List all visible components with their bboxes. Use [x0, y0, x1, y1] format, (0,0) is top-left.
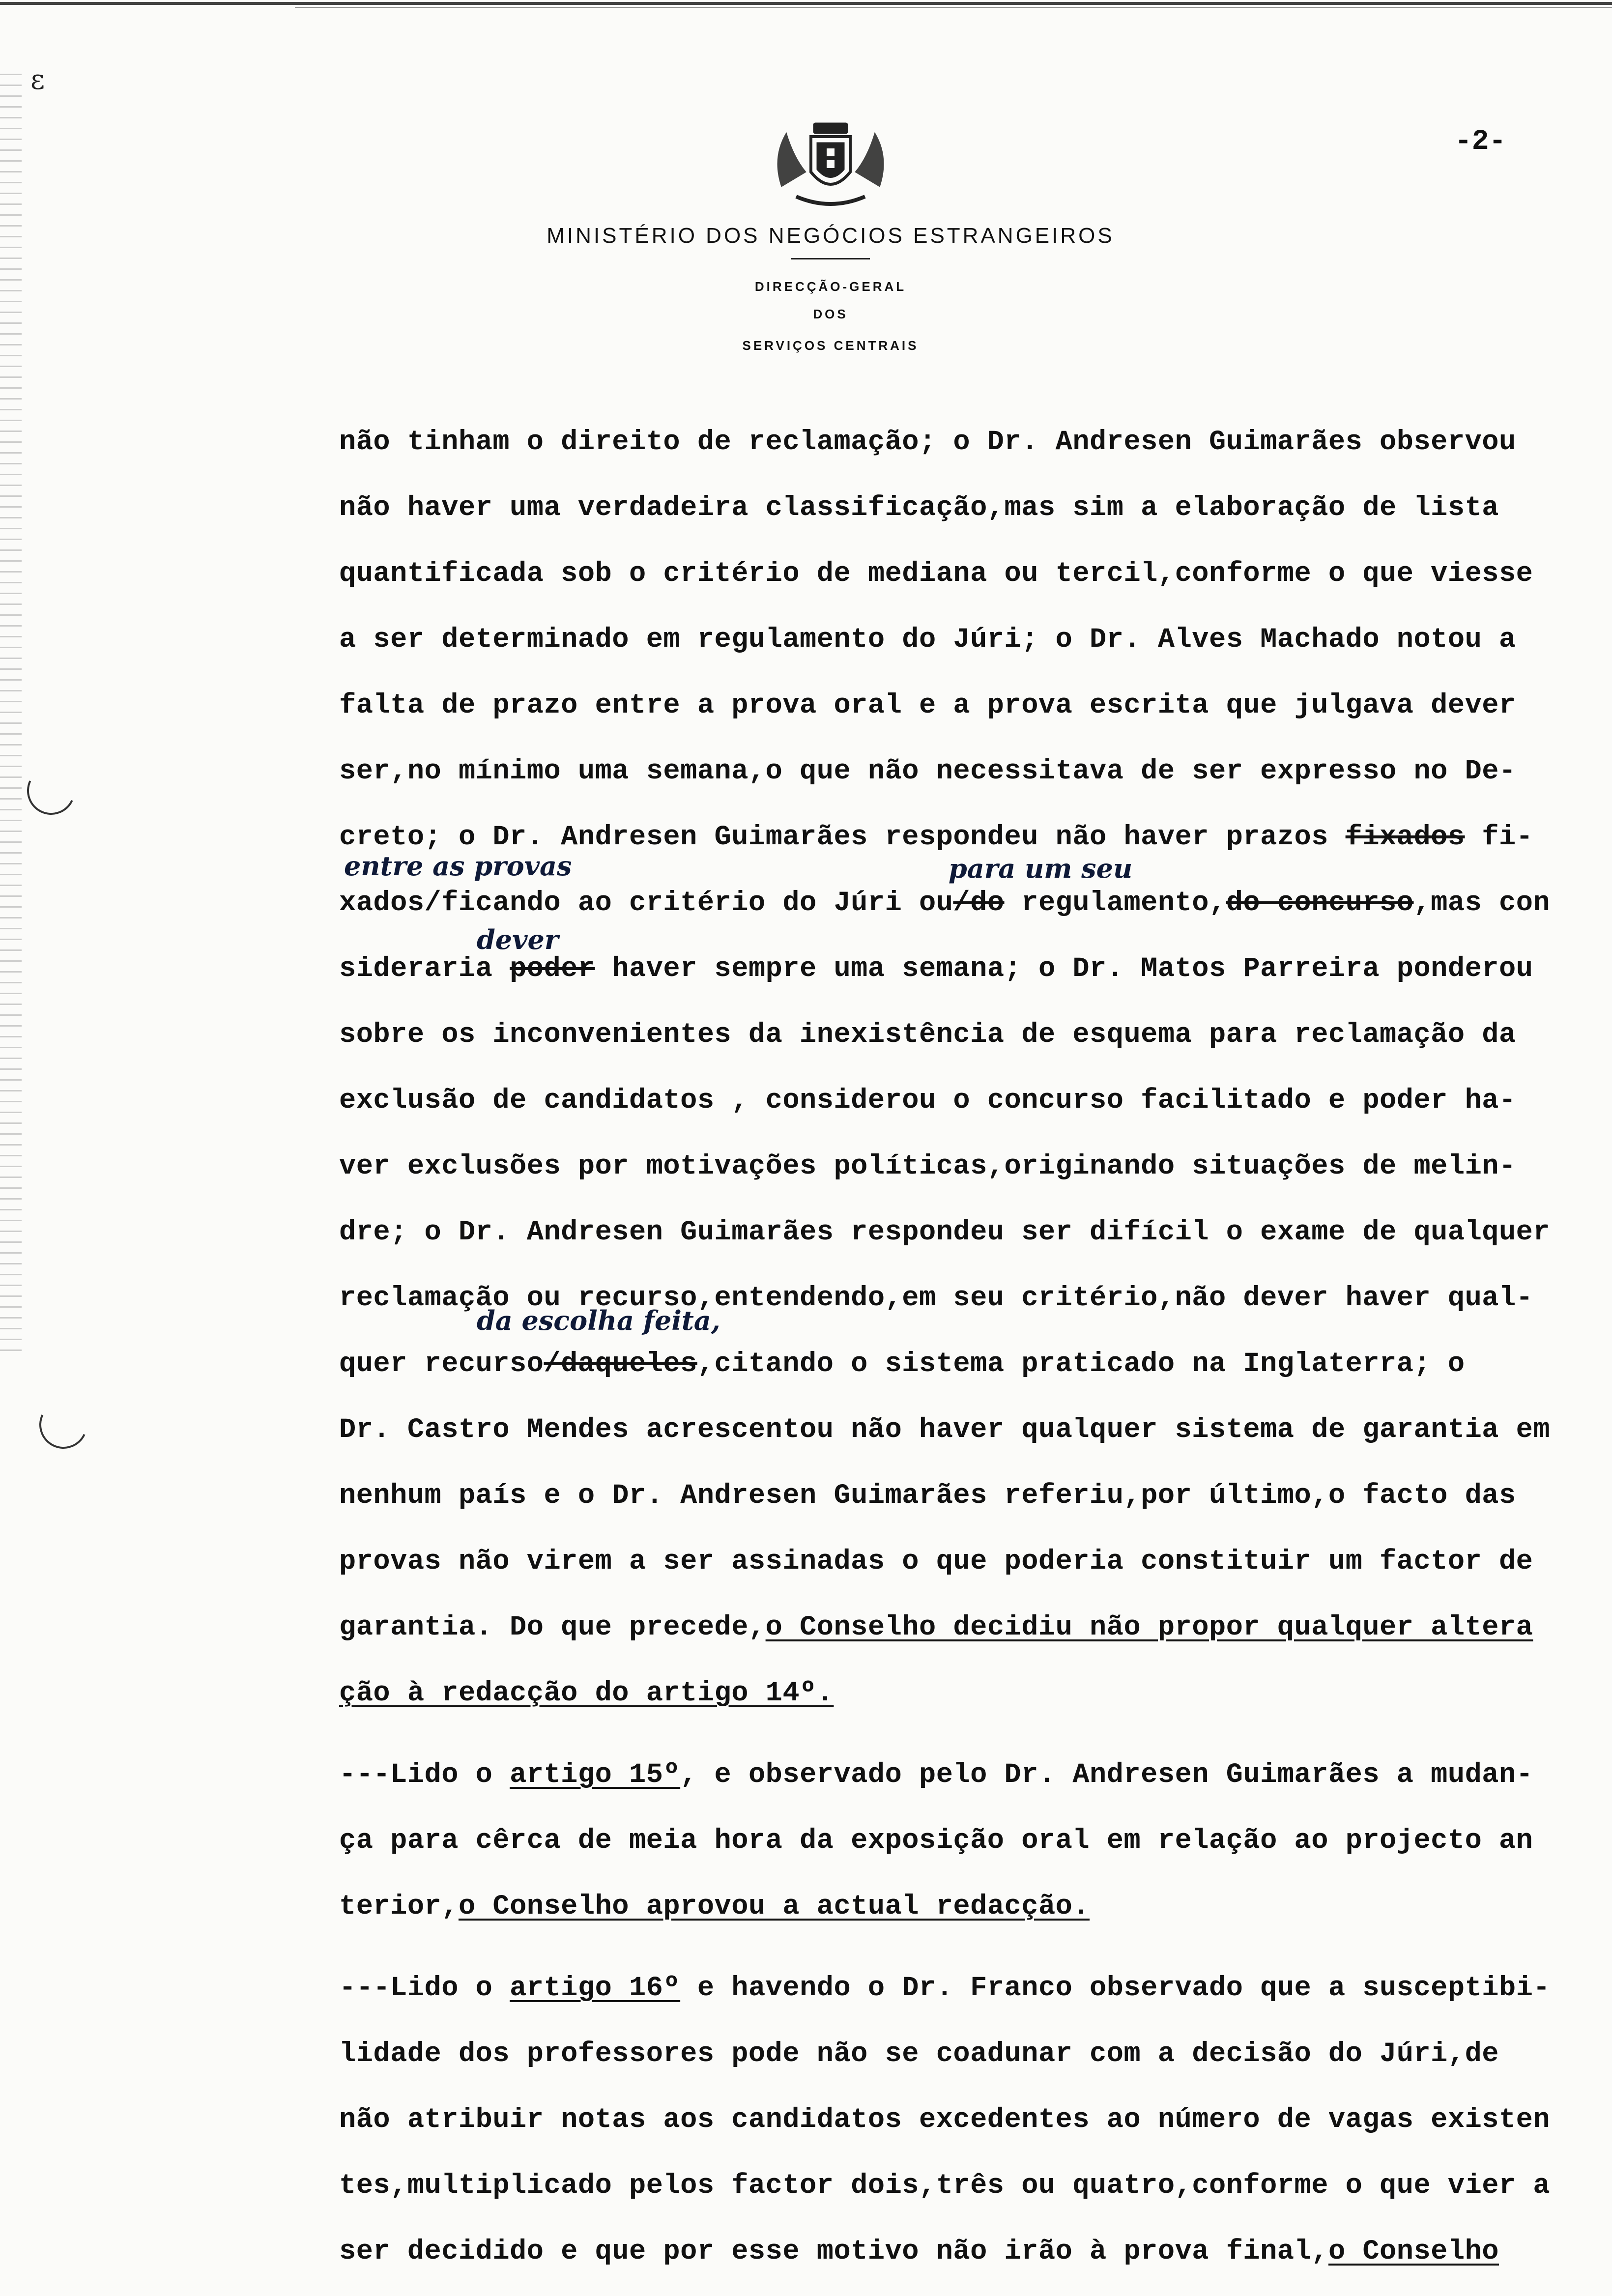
handwritten-note-4-text: da escolha feita [477, 1305, 711, 1336]
text-line [339, 1885, 1612, 1951]
text-line [339, 1671, 1612, 1737]
underlined-decision: o Conselho aprovou a actual redacção. [458, 1891, 1090, 1923]
text-line: exclusão de candidatos , considerou o concurso facilitado e poder ha- [339, 1085, 1516, 1117]
text-segment: fi- [1465, 822, 1533, 853]
text-line: a ser determinado em regulamento do Júri; o Dr. Alves Machado notou a [339, 624, 1516, 656]
article-reference: artigo 15º [510, 1759, 681, 1791]
text-line: lidade dos professores pode não se coadunar com a decisão do Júri,de [339, 2038, 1499, 2070]
handwritten-note-3: dever [477, 924, 559, 955]
text-segment: ---Lido o [339, 1759, 510, 1791]
text-segment: ser decidido e que por esse motivo não irão à prova final, [339, 2236, 1328, 2267]
text-line: ver exclusões por motivações políticas,originando situações de melin- [339, 1151, 1516, 1182]
struck-text: fixados [1345, 822, 1465, 853]
text-segment: sideraria [339, 953, 510, 985]
margin-mark-top-left: ε [30, 64, 45, 96]
division-line-1: DIRECÇÃO-GERAL [754, 279, 907, 294]
handwritten-note-1: entre as provas [344, 850, 572, 882]
struck-text: do concurso [1226, 888, 1414, 919]
struck-text: /daqueles [544, 1349, 697, 1380]
text-segment: garantia. Do que precede, [339, 1612, 766, 1643]
text-segment: regulamento, [1004, 888, 1226, 919]
struck-text: /do [953, 888, 1005, 919]
text-line: não atribuir notas aos candidatos excedentes ao número de vagas existen [339, 2104, 1551, 2136]
underlined-decision: o Conselho decidiu não propor qualquer altera [765, 1612, 1533, 1643]
text-segment: ,citando o sistema praticado na Inglaterra; o [697, 1349, 1465, 1380]
division-line-3: SERVIÇOS CENTRAIS [742, 338, 919, 353]
text-line: ser,no mínimo uma semana,o que não necessitava de ser expresso no De- [339, 756, 1516, 787]
text-line: não tinham o direito de reclamação; o Dr. Andresen Guimarães observou [339, 427, 1516, 458]
text-segment: quer recurso [339, 1349, 544, 1380]
text-line: dre; o Dr. Andresen Guimarães respondeu ser difícil o exame de qualquer [339, 1217, 1551, 1248]
punch-hole-arc-upper [20, 760, 82, 822]
text-line [339, 1606, 1612, 1671]
text-line: ça para cêrca de meia hora da exposição oral em relação ao projecto an [339, 1825, 1533, 1857]
text-line [339, 2230, 1612, 2296]
struck-text: poder [510, 953, 595, 985]
handwritten-note-4-comma: , [711, 1305, 720, 1336]
page-top-rule [0, 2, 1612, 5]
letterhead-rule [791, 258, 870, 259]
text-segment: ---Lido o [339, 1973, 510, 2004]
text-segment: e havendo o Dr. Franco observado que a susceptibi- [680, 1973, 1551, 2004]
text-line: provas não virem a ser assinadas o que poderia constituir um factor de [339, 1546, 1533, 1578]
page-top-rule-secondary [295, 7, 1612, 8]
division-line-2: DOS [813, 307, 848, 321]
text-line: tes,multiplicado pelos factor dois,três ou quatro,conforme o que vier a [339, 2170, 1551, 2202]
text-segment: , e observado pelo Dr. Andresen Guimarães a mudan- [680, 1759, 1533, 1791]
text-line [339, 1966, 1612, 2032]
minutes-body-text [339, 420, 1612, 2296]
ministry-name: MINISTÉRIO DOS NEGÓCIOS ESTRANGEIROS [547, 224, 1115, 248]
text-segment: terior, [339, 1891, 459, 1923]
page-number: -2- [1455, 126, 1506, 158]
text-line: quantificada sob o critério de mediana ou tercil,conforme o que viesse [339, 558, 1533, 590]
text-line [339, 947, 1612, 1013]
underlined-decision: ção à redacção do artigo 14º. [339, 1678, 834, 1709]
coat-of-arms-emblem [767, 113, 894, 211]
text-line [339, 1753, 1612, 1819]
text-line: não haver uma verdadeira classificação,mas sim a elaboração de lista [339, 492, 1499, 524]
text-line: reclamação ou recurso,entendendo,em seu critério,não dever haver qual- [339, 1283, 1533, 1314]
punch-hole-arc-lower [32, 1394, 94, 1456]
left-binding-edge [0, 74, 22, 1351]
text-segment: creto; o Dr. Andresen Guimarães respondeu não haver prazos [339, 822, 1346, 853]
text-line [339, 1342, 1612, 1408]
text-segment: /ficando ao critério do Júri ou [424, 888, 953, 919]
text-segment: haver sempre uma semana; o Dr. Matos Parreira ponderou [595, 953, 1533, 985]
text-line: falta de prazo entre a prova oral e a prova escrita que julgava dever [339, 690, 1516, 721]
text-line: nenhum país e o Dr. Andresen Guimarães referiu,por último,o facto das [339, 1480, 1516, 1512]
article-reference: artigo 16º [510, 1973, 681, 2004]
text-segment: xados [339, 888, 425, 919]
handwritten-note-2: para um seu [949, 853, 1133, 884]
text-segment: ,mas con [1413, 888, 1551, 919]
underlined-decision: o Conselho [1328, 2236, 1499, 2267]
handwritten-note-4 [477, 1305, 720, 1336]
text-line: Dr. Castro Mendes acrescentou não haver qualquer sistema de garantia em [339, 1414, 1551, 1446]
text-line: sobre os inconvenientes da inexistência de esquema para reclamação da [339, 1019, 1516, 1051]
